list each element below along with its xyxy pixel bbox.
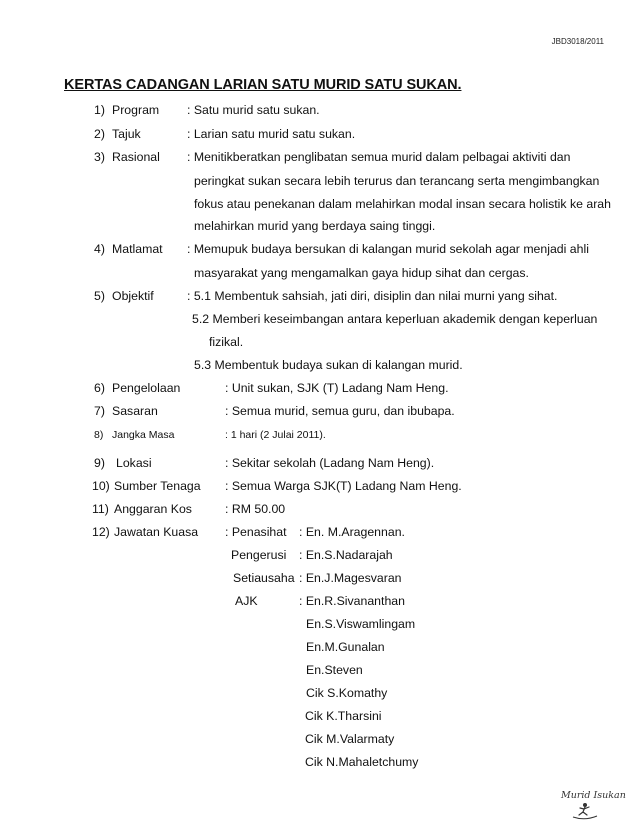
- item-value: : Larian satu murid satu sukan.: [187, 127, 356, 141]
- item-value-line: peringkat sukan secara lebih terurus dan terancang serta mengimbangkan: [194, 174, 600, 188]
- item-value: : Semua Warga SJK(T) Ladang Nam Heng.: [225, 479, 462, 493]
- item-number: 3): [94, 150, 105, 164]
- item-value-line: fizikal.: [209, 335, 244, 349]
- item-label: Lokasi: [116, 456, 152, 470]
- document-title: KERTAS CADANGAN LARIAN SATU MURID SATU SUKAN.: [64, 77, 462, 93]
- committee-role: Setiausaha: [233, 571, 295, 585]
- item-number: 2): [94, 127, 105, 141]
- item-number: 4): [94, 242, 105, 256]
- runner-logo-icon: [561, 790, 626, 820]
- item-number: 10): [92, 479, 110, 493]
- item-number: 8): [94, 429, 104, 441]
- item-label: Objektif: [112, 289, 154, 303]
- item-label: Program: [112, 103, 160, 117]
- ajk-member: En.M.Gunalan: [306, 640, 385, 654]
- item-number: 6): [94, 381, 105, 395]
- item-label: Rasional: [112, 150, 160, 164]
- item-value-line: 5.2 Memberi keseimbangan antara keperluan akademik dengan keperluan: [192, 312, 598, 326]
- item-label: Matlamat: [112, 242, 163, 256]
- ajk-member: En.S.Viswamlingam: [306, 617, 416, 631]
- committee-name: : En.S.Nadarajah: [299, 548, 393, 562]
- item-value: : Memupuk budaya bersukan di kalangan murid sekolah agar menjadi ahli: [187, 242, 589, 256]
- item-value-line: masyarakat yang mengamalkan gaya hidup sihat dan cergas.: [194, 266, 529, 280]
- committee-name: : En.R.Sivananthan: [299, 594, 405, 608]
- item-label: Jawatan Kuasa: [114, 525, 199, 539]
- ajk-member: En.Steven: [306, 663, 363, 677]
- ajk-member: Cik N.Mahaletchumy: [305, 755, 419, 769]
- committee-role: Pengerusi: [231, 548, 287, 562]
- item-label: Pengelolaan: [112, 381, 181, 395]
- item-label: Sasaran: [112, 404, 158, 418]
- item-value: : 1 hari (2 Julai 2011).: [225, 429, 326, 441]
- item-value-line: fokus atau penekanan dalam melahirkan modal insan secara holistik ke arah: [194, 197, 611, 211]
- item-value: : Menitikberatkan penglibatan semua murid dalam pelbagai aktiviti dan: [187, 150, 571, 164]
- item-value: : Unit sukan, SJK (T) Ladang Nam Heng.: [225, 381, 449, 395]
- committee-name: : En.J.Magesvaran: [299, 571, 402, 585]
- ajk-member: Cik S.Komathy: [306, 686, 388, 700]
- item-number: 11): [92, 502, 109, 516]
- item-number: 1): [94, 103, 105, 117]
- ajk-member: Cik M.Valarmaty: [305, 732, 395, 746]
- document-code: JBD3018/2011: [551, 37, 604, 46]
- item-value-line: 5.3 Membentuk budaya sukan di kalangan murid.: [194, 358, 463, 372]
- item-value: : 5.1 Membentuk sahsiah, jati diri, disiplin dan nilai murni yang sihat.: [187, 289, 558, 303]
- committee-role: AJK: [235, 594, 258, 608]
- committee-name: : En. M.Aragennan.: [299, 525, 405, 539]
- item-label: Sumber Tenaga: [114, 479, 201, 493]
- logo-text: Murid Isukan: [561, 790, 626, 801]
- item-label: Jangka Masa: [112, 429, 175, 441]
- ajk-member: Cik K.Tharsini: [305, 709, 382, 723]
- item-number: 7): [94, 404, 105, 418]
- item-number: 9): [94, 456, 105, 470]
- item-value: : Penasihat: [225, 525, 287, 539]
- item-value: : Semua murid, semua guru, dan ibubapa.: [225, 404, 455, 418]
- item-value-line: melahirkan murid yang berdaya saing tinggi.: [194, 219, 436, 233]
- item-label: Anggaran Kos: [114, 502, 192, 516]
- item-value: : RM 50.00: [225, 502, 286, 516]
- item-value: : Satu murid satu sukan.: [187, 103, 320, 117]
- item-label: Tajuk: [112, 127, 141, 141]
- item-number: 5): [94, 289, 105, 303]
- item-number: 12): [92, 525, 110, 539]
- item-value: : Sekitar sekolah (Ladang Nam Heng).: [225, 456, 435, 470]
